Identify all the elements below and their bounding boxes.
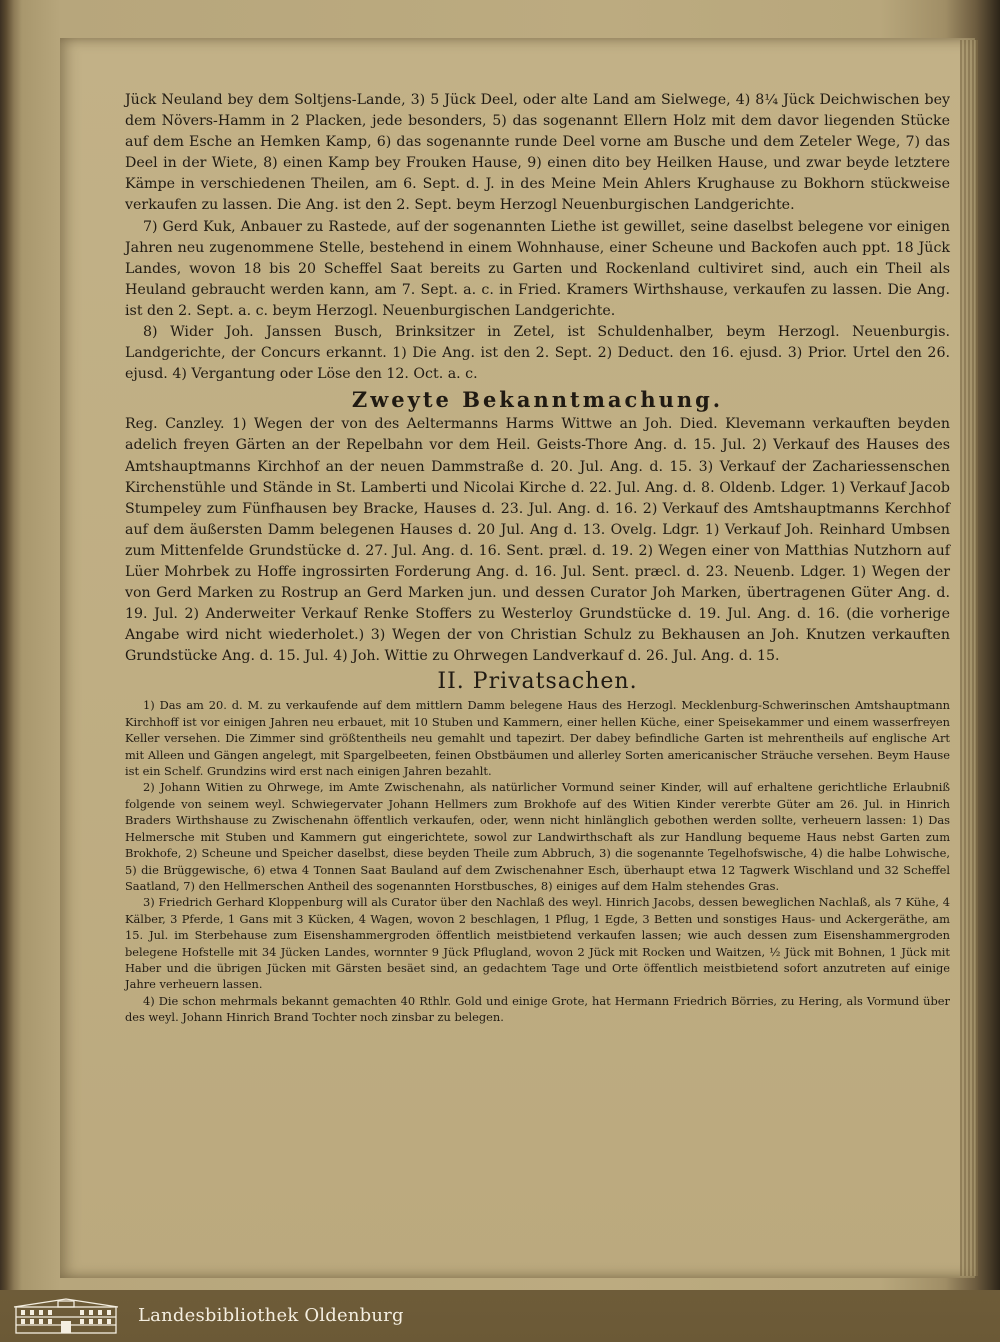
page-edge — [960, 40, 978, 1276]
private-item-3: 3) Friedrich Gerhard Kloppenburg will als Curator über den Nachlaß des weyl. Hinrich Jacobs, dessen beweglichen Nachlaß, als 7 Kühe, 4 Kälber, 3 Pferde, 1 Gans mit 3 Kücken, 4 Wagen, wovon 2 beschlagen, 1 Pflug, 1 Egde, 3 Betten und sonstiges Haus- und Ackergeräthe, am 15. Jul. im Sterbehause zum Eisenshammergroden öffentlich meistbietend verkaufen lassen; wie auch dessen zum Eisenshammergroden belegene Hofstelle mit 34 Jücken Landes, wornnter 9 Jück Pflugland, wovon 2 Jück mit Rocken und Waitzen, ½ Jück mit Bohnen, 1 Jück mit Haber und die übrigen Jücken mit Gärsten besäet sind, an gedachtem Tage und Orte öffentlich meistbietend sofort anzutreten auf einige Jahre verheuern lassen. — [125, 895, 950, 992]
private-item-1: 1) Das am 20. d. M. zu verkaufende auf dem mittlern Damm belegene Haus des Herzogl. Mecklenburg-Schwerinschen Amtshauptmann Kirchhoff ist vor einigen Jahren neu erbauet, mit 10 Stuben und Kammern, einer hellen Küche, einer Speisekammer und einem wasserfreyen Keller versehen. Die Zimmer sind größtentheils neu gemahlt und tapezirt. Der dabey befindliche Garten ist mehrentheils auf englische Art mit Alleen und Gängen angelegt, mit Spargelbeeten, feinen Obstbäumen und allerley Sorten americanischer Sträuche versehen. Beym Hause ist ein Schelf. Grundzins wird erst nach einigen Jahren bezahlt. — [125, 698, 950, 779]
heading-private-matters: II. Privatsachen. — [437, 669, 638, 695]
page-text — [125, 90, 950, 1026]
library-name: Landesbibliothek Oldenburg — [138, 1305, 404, 1326]
library-building-icon — [12, 1297, 120, 1335]
paragraph-item-7: 7) Gerd Kuk, Anbauer zu Rastede, auf der sogenannten Liethe ist gewillet, seine daselbst belegene vor einigen Jahren neu zugenommene Stelle, bestehend in einem Wohnhause, einer Scheune und Backofen auch ppt. 18 Jück Landes, wovon 18 bis 20 Scheffel Saat bereits zu Garten und Rockenland cultiviret sind, auch ein Theil als Heuland gebraucht werden kann, am 7. Sept. a. c. in Fried. Kramers Wirthshause, verkaufen zu lassen. Die Ang. ist den 2. Sept. a. c. beym Herzogl. Neuenburgischen Landgerichte. — [125, 218, 950, 319]
paragraph-continuation: Jück Neuland bey dem Soltjens-Lande, 3) 5 Jück Deel, oder alte Land am Sielwege, 4) 8¼ Jück Deichwischen bey dem Növers-Hamm in 2 Placken, jede besonders, 5) das sogenannt Ellern Holz mit dem davor liegenden Stücke auf dem Esche an Hemken Kamp, 6) das sogenannte runde Deel vorne am Busche und dem Zeteler Wege, 7) das Deel in der Wiete, 8) einen Kamp bey Frouken Hause, 9) einen dito bey Heilken Hause, und zwar beyde letztere Kämpe in verschiedenen Theilen, am 6. Sept. d. J. in des Meine Mein Ahlers Krughause zu Bokhorn stückweise verkaufen zu lassen. Die Ang. ist den 2. Sept. beym Herzogl Neuenburgischen Landgerichte. — [125, 92, 950, 214]
paragraph-item-8: 8) Wider Joh. Janssen Busch, Brinksitzer in Zetel, ist Schuldenhalber, beym Herzogl. Neuenburgis. Landgerichte, der Concurs erkannt. 1) Die Ang. ist den 2. Sept. 2) Deduct. den 16. ejusd. 3) Prior. Urtel den 26. ejusd. 4) Vergantung oder Löse den 12. Oct. a. c. — [125, 324, 950, 383]
heading-second-announcement: Zweyte Bekanntmachung. — [351, 387, 724, 413]
private-item-4: 4) Die schon mehrmals bekannt gemachten 40 Rthlr. Gold und einige Grote, hat Hermann Friedrich Börries, zu Hering, als Vormund über des weyl. Johann Hinrich Brand Tochter noch zinsbar zu belegen. — [125, 993, 950, 1025]
paragraph-second-announcement: Reg. Canzley. 1) Wegen der von des Aeltermanns Harms Wittwe an Joh. Died. Klevemann verkauften beyden adelich freyen Gärten an der Repelbahn vor dem Heil. Geists-Thore Ang. d. 15. Jul. 2) Verkauf des Hauses des Amtshauptmanns Kirchhof an der neuen Dammstraße d. 20. Jul. Ang. d. 15. 3) Verkauf der Zachariessenschen Kirchenstühle und Stände in St. Lamberti und Nicolai Kirche d. 22. Jul. Ang. d. 8. Oldenb. Ldger. 1) Verkauf Jacob Stumpeley zum Fünfhausen bey Bracke, Hauses d. 23. Jul. Ang. d. 16. 2) Verkauf des Amtshauptmanns Kerchhof auf dem äußersten Damm belegenen Hauses d. 20 Jul. Ang d. 13. Ovelg. Ldgr. 1) Verkauf Joh. Reinhard Umbsen zum Mittenfelde Grundstücke d. 27. Jul. Ang. d. 16. Sent. præl. d. 19. 2) Wegen einer von Matthias Nutzhorn auf Lüer Mohrbek zu Hoffe ingrossirten Forderung Ang. d. 16. Jul. Sent. præcl. d. 23. Neuenb. Ldger. 1) Wegen der von Gerd Marken zu Rostrup an Gerd Marken jun. und dessen Curator Joh Marken, übertragenen Güter Ang. d. 19. Jul. 2) Anderweiter Verkauf Renke Stoffers zu Westerloy Grundstücke d. 19. Jul. Ang. d. 16. (die vorherige Angabe wird nicht wiederholet.) 3) Wegen der von Christian Schulz zu Bekhausen an Joh. Knutzen verkauften Grundstücke Ang. d. 15. Jul. 4) Joh. Wittie zu Ohrwegen Landverkauf d. 26. Jul. Ang. d. 15. — [125, 416, 950, 665]
private-item-2: 2) Johann Witien zu Ohrwege, im Amte Zwischenahn, als natürlicher Vormund seiner Kinder, will auf erhaltene gerichtliche Erlaubniß folgende von seinem weyl. Schwiegervater Johann Hellmers zum Brokhofe auf des Witien Kinder vererbte Güter am 26. Jul. in Hinrich Braders Wirthshause zu Zwischenahn öffentlich verkaufen, oder, wenn nicht hinlänglich gebothen werden sollte, verheuern lassen: 1) Das Helmersche mit Stuben und Kammern gut eingerichtete, sowol zur Landwirthschaft als zur Handlung bequeme Haus nebst Garten zum Brokhofe, 2) Scheune und Speicher daselbst, diese beyden Theile zum Abbruch, 3) die sogenannte Tegelhofswische, 4) die halbe Lohwische, 5) die Brüggewische, 6) etwa 4 Tonnen Saat Bauland auf dem Zwischenahner Esch, überhaupt etwa 12 Tagwerk Wischland und 32 Scheffel Saatland, 7) den Hellmerschen Antheil des sogenannten Horstbusches, 8) einiges auf dem Halm stehendes Gras. — [125, 780, 950, 893]
